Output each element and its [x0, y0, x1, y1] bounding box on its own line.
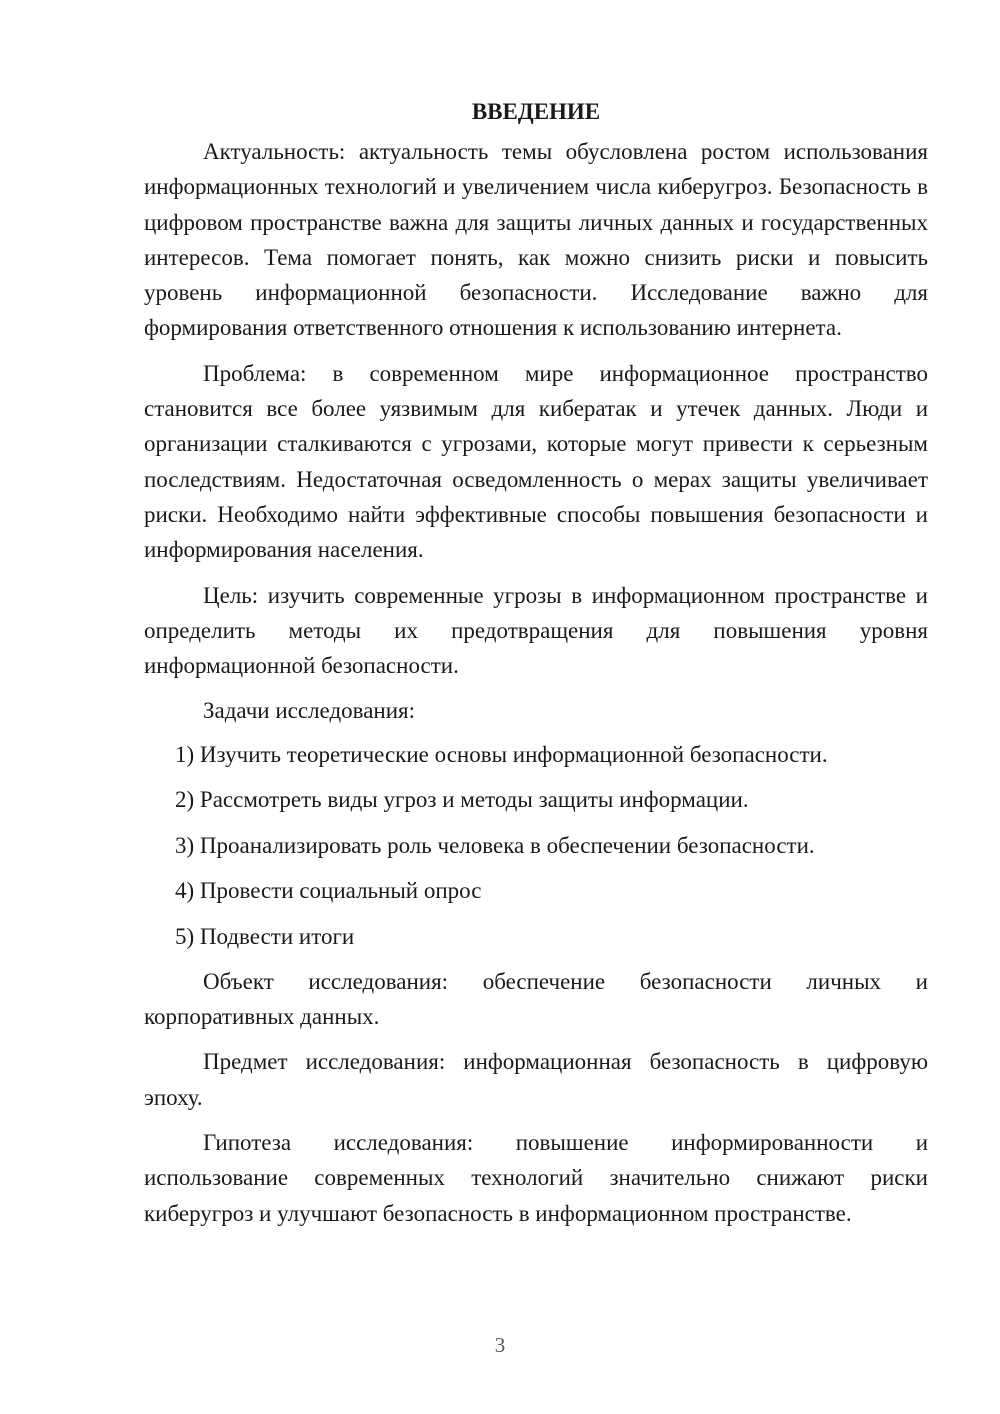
paragraph-problem: Проблема: в современном мире информационное пространство становится все более уязвимым для кибератак и утечек данных. Люди и организации сталкиваются с угрозами, которые могут привести к серьезным последствиям. Недостаточная осведомленность о мерах защиты увеличивает риски. Необходимо найти эффективные способы повышения безопасности и информирования населения. — [144, 360, 928, 563]
task-item-4: 4) Провести социальный опрос — [175, 878, 482, 904]
document-page — [144, 94, 928, 1241]
paragraph-object: Объект исследования: обеспечение безопасности личных и корпоративных данных. — [144, 968, 928, 1030]
tasks-list — [144, 737, 928, 954]
task-item-1: 1) Изучить теоретические основы информационной безопасности. — [175, 741, 828, 767]
task-item-5: 5) Подвести итоги — [175, 923, 355, 949]
task-item-2: 2) Рассмотреть виды угроз и методы защиты информации. — [175, 787, 749, 813]
page-number: 3 — [494, 1333, 506, 1357]
paragraph-relevance: Актуальность: актуальность темы обусловлена ростом использования информационных технологий и увеличением числа киберугроз. Безопасность в цифровом пространстве важна для защиты личных данных и государственных интересов. Тема помогает понять, как можно снизить риски и повысить уровень информационной безопасности. Исследование важно для формирования ответственного отношения к использованию интернета. — [144, 139, 928, 341]
paragraph-hypothesis: Гипотеза исследования: повышение информированности и использование современных технологий значительно снижают риски киберугроз и улучшают безопасность в информационном пространстве. — [144, 1129, 928, 1226]
task-item-3: 3) Проанализировать роль человека в обеспечении безопасности. — [175, 832, 815, 858]
paragraph-subject: Предмет исследования: информационная безопасность в цифровую эпоху. — [144, 1049, 928, 1110]
tasks-heading: Задачи исследования: — [203, 698, 416, 724]
section-title: ВВЕДЕНИЕ — [471, 99, 601, 124]
paragraph-goal: Цель: изучить современные угрозы в информационном пространстве и определить методы их предотвращения для повышения уровня информационной безопасности. — [144, 582, 928, 679]
